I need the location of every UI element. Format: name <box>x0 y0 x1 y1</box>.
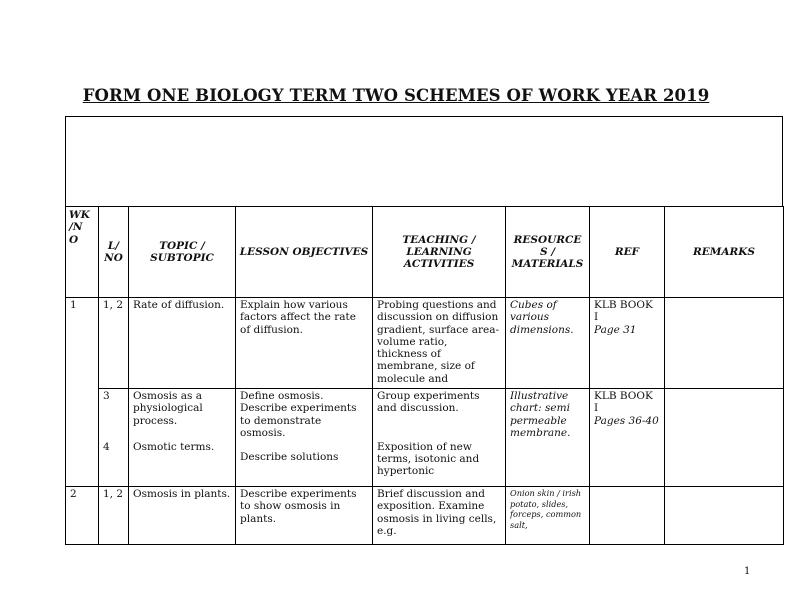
table-header-row <box>66 207 784 298</box>
activities-cell: Probing questions and discussion on diffusion gradient, surface area-volume ratio, thickness of membrane, size of molecule and <box>377 299 500 385</box>
ref-cell <box>594 390 660 485</box>
activities-a: Group experiments and discussion. <box>377 390 480 415</box>
table-row <box>66 389 784 487</box>
objectives-b: Describe solutions <box>240 451 339 464</box>
topic-b: Osmotic terms. <box>133 440 215 453</box>
lesson-number-cell <box>103 390 124 485</box>
lesson-number-b: 4 <box>103 441 110 454</box>
lesson-number-a: 3 <box>103 390 110 402</box>
week-cell: 2 <box>70 488 77 500</box>
topic-a: Osmosis as a physiological process. <box>133 390 203 427</box>
table-row <box>66 487 784 545</box>
activities-cell <box>377 390 501 485</box>
blank-header-box <box>65 116 783 207</box>
ref-cell <box>590 487 665 545</box>
remarks-cell <box>665 389 784 487</box>
header-ref: REF <box>590 207 665 298</box>
header-objectives: LESSON OBJECTIVES <box>236 207 373 298</box>
ref-book: KLB BOOK I <box>594 390 653 415</box>
topic-cell: Rate of diffusion. <box>133 299 225 311</box>
ref-book: KLB BOOK I <box>594 299 653 324</box>
resources-cell: Cubes of various dimensions. <box>510 299 574 336</box>
remarks-cell <box>665 487 784 545</box>
scheme-of-work-table <box>65 206 784 545</box>
week-cell: 1 <box>66 298 99 487</box>
ref-cell <box>594 299 660 387</box>
page-number: 1 <box>744 566 751 577</box>
header-topic: TOPIC / SUBTOPIC <box>129 207 236 298</box>
header-resources: RESOURCE S / MATERIALS <box>506 207 590 298</box>
objectives-cell <box>240 390 368 485</box>
topic-cell: Osmosis in plants. <box>133 488 231 500</box>
lesson-number-cell: 1, 2 <box>103 299 124 311</box>
header-week: WK /N O <box>66 207 99 298</box>
lesson-number-cell: 1, 2 <box>103 488 124 500</box>
resources-cell: Onion skin / irish potato, slides, forceps, common salt, <box>510 488 582 530</box>
header-activities: TEACHING / LEARNING ACTIVITIES <box>373 207 506 298</box>
table-row <box>66 298 784 389</box>
resources-cell: Illustrative chart: semi permeable membrane. <box>510 390 571 439</box>
objectives-cell: Describe experiments to show osmosis in plants. <box>240 488 357 525</box>
page-title: FORM ONE BIOLOGY TERM TWO SCHEMES OF WORK YEAR 2019 <box>82 86 710 105</box>
activities-b: Exposition of new terms, isotonic and hypertonic <box>377 440 480 478</box>
objectives-a: Define osmosis. Describe experiments to demonstrate osmosis. <box>240 390 357 439</box>
ref-page: Pages 36-40 <box>594 414 659 427</box>
header-remarks: REMARKS <box>665 207 784 298</box>
activities-cell: Brief discussion and exposition. Examine osmosis in living cells, e.g. <box>377 488 497 537</box>
header-lesson-number: L/ NO <box>99 207 129 298</box>
objectives-cell: Explain how various factors affect the rate of diffusion. <box>240 299 356 336</box>
ref-page: Page 31 <box>594 323 637 336</box>
topic-cell <box>133 390 231 485</box>
remarks-cell <box>665 298 784 389</box>
